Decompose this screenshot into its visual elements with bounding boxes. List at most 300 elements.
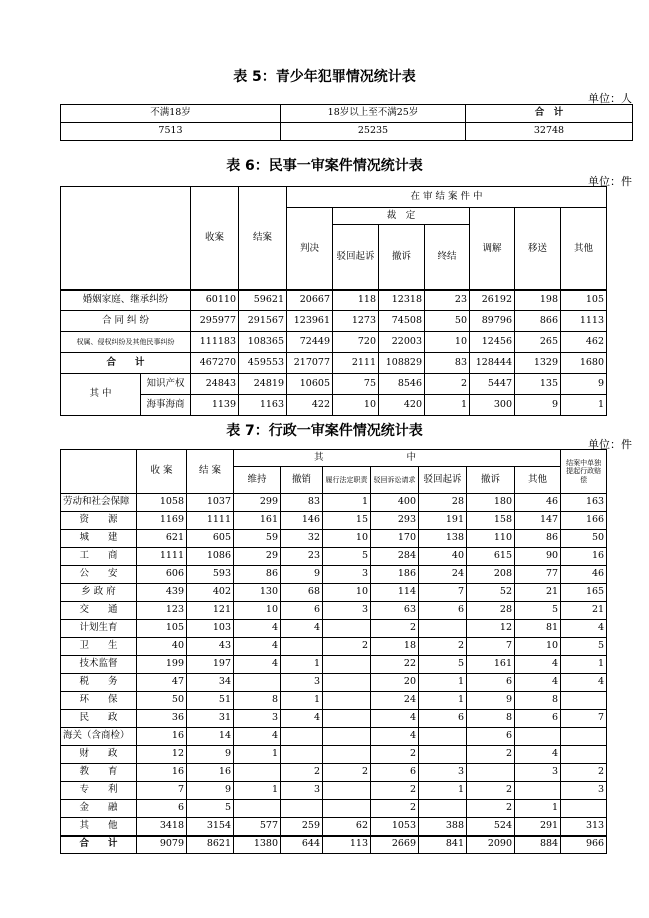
table7-header-weichi: 维持 bbox=[234, 467, 281, 494]
table-cell: 105 bbox=[137, 620, 187, 638]
table-cell: 59 bbox=[234, 530, 281, 548]
table5 bbox=[60, 104, 633, 141]
table7-header-lvxing: 履行法定职责 bbox=[323, 467, 371, 494]
table-cell: 10 bbox=[323, 584, 371, 602]
table-cell: 165 bbox=[561, 584, 607, 602]
table-cell: 113 bbox=[323, 836, 371, 854]
table6-header-yisong: 移送 bbox=[515, 208, 561, 290]
table-cell: 4 bbox=[371, 728, 419, 746]
table-cell: 123961 bbox=[287, 311, 333, 332]
table-row bbox=[61, 674, 607, 692]
table-cell: 265 bbox=[515, 332, 561, 353]
table-cell: 8621 bbox=[187, 836, 234, 854]
table-cell: 180 bbox=[467, 494, 515, 512]
table-cell bbox=[234, 764, 281, 782]
table-cell: 1273 bbox=[333, 311, 379, 332]
table-cell: 170 bbox=[371, 530, 419, 548]
table-cell: 577 bbox=[234, 818, 281, 836]
table-cell: 402 bbox=[187, 584, 234, 602]
qizhong-label: 其 中 bbox=[61, 374, 141, 416]
table5-header: 18岁以上至不满25岁 bbox=[281, 105, 466, 123]
table-cell: 5 bbox=[419, 656, 467, 674]
table7 bbox=[60, 449, 607, 854]
table-cell: 20667 bbox=[287, 290, 333, 311]
table-row bbox=[61, 353, 607, 374]
table-row bbox=[61, 836, 607, 854]
table-cell: 420 bbox=[379, 395, 425, 416]
table-cell: 2 bbox=[467, 746, 515, 764]
table-row bbox=[61, 656, 607, 674]
table-cell: 1053 bbox=[371, 818, 419, 836]
table-cell: 2 bbox=[323, 638, 371, 656]
table7-header-bohuiqisu: 驳回起诉 bbox=[419, 467, 467, 494]
row-label: 劳动和社会保障 bbox=[61, 494, 137, 512]
table7-header-shouan: 收 案 bbox=[137, 450, 187, 494]
table-cell: 135 bbox=[515, 374, 561, 395]
table-cell: 293 bbox=[371, 512, 419, 530]
table-cell bbox=[561, 692, 607, 710]
table-cell: 86 bbox=[234, 566, 281, 584]
table-cell: 2 bbox=[467, 800, 515, 818]
table-cell: 291 bbox=[515, 818, 561, 836]
table-cell: 198 bbox=[515, 290, 561, 311]
table-cell: 400 bbox=[371, 494, 419, 512]
table-cell: 121 bbox=[187, 602, 234, 620]
table-cell: 300 bbox=[470, 395, 515, 416]
table-cell: 9 bbox=[561, 374, 607, 395]
table-cell bbox=[323, 710, 371, 728]
table-cell: 6 bbox=[281, 602, 323, 620]
table-cell: 1111 bbox=[187, 512, 234, 530]
table-cell: 4 bbox=[234, 728, 281, 746]
table-cell: 4 bbox=[561, 674, 607, 692]
row-label: 公 安 bbox=[61, 566, 137, 584]
table-cell: 83 bbox=[425, 353, 470, 374]
row-label: 海关（含商检） bbox=[61, 728, 137, 746]
table-row bbox=[61, 818, 607, 836]
table-cell: 1086 bbox=[187, 548, 234, 566]
table-cell: 1113 bbox=[561, 311, 607, 332]
table-cell: 24819 bbox=[239, 374, 287, 395]
table-cell: 15 bbox=[323, 512, 371, 530]
table-cell: 83 bbox=[281, 494, 323, 512]
table-cell: 138 bbox=[419, 530, 467, 548]
table-row bbox=[61, 764, 607, 782]
table-cell: 24 bbox=[371, 692, 419, 710]
table7-header-chesu: 撤诉 bbox=[467, 467, 515, 494]
table-cell: 1 bbox=[419, 782, 467, 800]
table-cell: 6 bbox=[467, 674, 515, 692]
table-cell: 36 bbox=[137, 710, 187, 728]
table-cell: 10 bbox=[234, 602, 281, 620]
table-cell: 459553 bbox=[239, 353, 287, 374]
table-cell bbox=[323, 746, 371, 764]
table-cell: 28 bbox=[419, 494, 467, 512]
table5-header: 不满18岁 bbox=[61, 105, 281, 123]
table5-cell: 7513 bbox=[61, 123, 281, 141]
table-cell: 284 bbox=[371, 548, 419, 566]
table-cell: 1 bbox=[419, 692, 467, 710]
table-cell: 50 bbox=[137, 692, 187, 710]
table-cell: 4 bbox=[371, 710, 419, 728]
table-cell: 524 bbox=[467, 818, 515, 836]
table-cell: 3 bbox=[234, 710, 281, 728]
table6-header-caiding: 裁 定 bbox=[333, 208, 470, 225]
table-cell: 5 bbox=[561, 638, 607, 656]
table-cell: 720 bbox=[333, 332, 379, 353]
table-cell: 3418 bbox=[137, 818, 187, 836]
table6-header-group: 在 审 结 案 件 中 bbox=[287, 187, 607, 208]
table6-title: 表 6：民事一审案件情况统计表 bbox=[226, 158, 423, 174]
table-cell bbox=[281, 638, 323, 656]
table-cell: 63 bbox=[371, 602, 419, 620]
table-cell: 2090 bbox=[467, 836, 515, 854]
table6-header-jiean: 结案 bbox=[239, 187, 287, 290]
table-cell: 7 bbox=[561, 710, 607, 728]
table-cell: 1 bbox=[419, 674, 467, 692]
table5-header: 合 计 bbox=[466, 105, 633, 123]
table-cell: 158 bbox=[467, 512, 515, 530]
table-row bbox=[61, 530, 607, 548]
table-cell: 7 bbox=[467, 638, 515, 656]
table-cell: 23 bbox=[281, 548, 323, 566]
table6-header-chesu: 撤诉 bbox=[379, 225, 425, 290]
table-cell: 191 bbox=[419, 512, 467, 530]
table-cell: 28 bbox=[467, 602, 515, 620]
table6 bbox=[60, 186, 607, 416]
row-label: 技术监督 bbox=[61, 656, 137, 674]
table6-corner bbox=[61, 187, 191, 290]
row-label: 婚姻家庭、继承纠纷 bbox=[61, 290, 191, 311]
table-cell: 22003 bbox=[379, 332, 425, 353]
table-cell: 1 bbox=[323, 494, 371, 512]
table-cell: 3 bbox=[419, 764, 467, 782]
table-cell: 21 bbox=[561, 602, 607, 620]
table-cell: 43 bbox=[187, 638, 234, 656]
table7-header-qi: 其 bbox=[314, 451, 324, 463]
table-row bbox=[61, 332, 607, 353]
table-cell: 605 bbox=[187, 530, 234, 548]
table-cell: 46 bbox=[561, 566, 607, 584]
table-cell: 62 bbox=[323, 818, 371, 836]
table-cell: 5 bbox=[323, 548, 371, 566]
table-row bbox=[61, 710, 607, 728]
row-label: 工 商 bbox=[61, 548, 137, 566]
table-cell: 615 bbox=[467, 548, 515, 566]
table-cell: 59621 bbox=[239, 290, 287, 311]
table-cell: 1 bbox=[234, 746, 281, 764]
table-cell: 77 bbox=[515, 566, 561, 584]
table-cell: 217077 bbox=[287, 353, 333, 374]
row-label: 财 政 bbox=[61, 746, 137, 764]
table-cell: 81 bbox=[515, 620, 561, 638]
table-cell bbox=[561, 800, 607, 818]
table7-corner bbox=[61, 450, 137, 494]
table-cell: 259 bbox=[281, 818, 323, 836]
table6-header-zhongjie: 终结 bbox=[425, 225, 470, 290]
table-cell: 128444 bbox=[470, 353, 515, 374]
row-label: 卫 生 bbox=[61, 638, 137, 656]
table-cell: 291567 bbox=[239, 311, 287, 332]
table-cell: 1 bbox=[561, 395, 607, 416]
row-label: 合 同 纠 纷 bbox=[61, 311, 191, 332]
table-cell: 14 bbox=[187, 728, 234, 746]
table-cell: 199 bbox=[137, 656, 187, 674]
table-row bbox=[61, 692, 607, 710]
table-cell: 24 bbox=[419, 566, 467, 584]
table-cell bbox=[419, 800, 467, 818]
table-cell: 593 bbox=[187, 566, 234, 584]
table-cell: 118 bbox=[333, 290, 379, 311]
table-cell: 2 bbox=[561, 764, 607, 782]
table-cell bbox=[515, 728, 561, 746]
table-cell: 1 bbox=[561, 656, 607, 674]
table-cell: 295977 bbox=[191, 311, 239, 332]
table-cell: 10605 bbox=[287, 374, 333, 395]
table-cell: 9 bbox=[281, 566, 323, 584]
table-cell: 22 bbox=[371, 656, 419, 674]
row-label: 合 计 bbox=[61, 836, 137, 854]
table-cell: 6 bbox=[515, 710, 561, 728]
table-cell: 34 bbox=[187, 674, 234, 692]
table-cell bbox=[419, 728, 467, 746]
table-cell: 841 bbox=[419, 836, 467, 854]
row-label: 资 源 bbox=[61, 512, 137, 530]
table-cell: 4 bbox=[561, 620, 607, 638]
row-label: 环 保 bbox=[61, 692, 137, 710]
table6-header-shouan: 收案 bbox=[191, 187, 239, 290]
table-cell: 7 bbox=[137, 782, 187, 800]
table-cell bbox=[281, 746, 323, 764]
table-cell: 18 bbox=[371, 638, 419, 656]
table-cell: 16 bbox=[137, 764, 187, 782]
table-cell: 4 bbox=[234, 620, 281, 638]
table5-cell: 32748 bbox=[466, 123, 633, 141]
table-cell: 2 bbox=[425, 374, 470, 395]
table-cell: 12456 bbox=[470, 332, 515, 353]
table7-header-qita: 其他 bbox=[515, 467, 561, 494]
table-cell: 12 bbox=[137, 746, 187, 764]
table-cell: 12318 bbox=[379, 290, 425, 311]
table7-header-group bbox=[234, 450, 561, 467]
table-cell: 161 bbox=[234, 512, 281, 530]
row-label: 金 融 bbox=[61, 800, 137, 818]
row-label: 知识产权 bbox=[141, 374, 191, 395]
table-cell: 40 bbox=[419, 548, 467, 566]
table-cell: 4 bbox=[281, 710, 323, 728]
table-cell: 4 bbox=[515, 746, 561, 764]
table-cell: 3 bbox=[281, 782, 323, 800]
table-row bbox=[61, 374, 607, 395]
table-cell: 72449 bbox=[287, 332, 333, 353]
table-cell bbox=[467, 764, 515, 782]
table-cell: 29 bbox=[234, 548, 281, 566]
table-cell: 2669 bbox=[371, 836, 419, 854]
table-cell: 75 bbox=[333, 374, 379, 395]
table-cell: 9 bbox=[515, 395, 561, 416]
table-cell: 644 bbox=[281, 836, 323, 854]
table-row bbox=[61, 800, 607, 818]
table7-header-jiean: 结 案 bbox=[187, 450, 234, 494]
row-label: 教 育 bbox=[61, 764, 137, 782]
table-cell: 1169 bbox=[137, 512, 187, 530]
table-cell: 208 bbox=[467, 566, 515, 584]
table-cell: 52 bbox=[467, 584, 515, 602]
table-cell: 90 bbox=[515, 548, 561, 566]
row-label: 专 利 bbox=[61, 782, 137, 800]
table-cell bbox=[281, 800, 323, 818]
table-cell bbox=[561, 728, 607, 746]
table-cell: 299 bbox=[234, 494, 281, 512]
table-cell bbox=[323, 728, 371, 746]
table-cell: 74508 bbox=[379, 311, 425, 332]
table-cell: 1380 bbox=[234, 836, 281, 854]
table-cell: 20 bbox=[371, 674, 419, 692]
table-row bbox=[61, 395, 607, 416]
table-cell: 1111 bbox=[137, 548, 187, 566]
table-cell: 1 bbox=[281, 692, 323, 710]
table-cell: 9 bbox=[467, 692, 515, 710]
table-cell bbox=[323, 782, 371, 800]
table7-header-zhong: 中 bbox=[406, 451, 417, 463]
table-cell: 16 bbox=[561, 548, 607, 566]
table-cell: 1 bbox=[515, 800, 561, 818]
table-cell: 12 bbox=[467, 620, 515, 638]
table-cell: 313 bbox=[561, 818, 607, 836]
table-cell: 7 bbox=[419, 584, 467, 602]
table-cell bbox=[323, 692, 371, 710]
table-cell: 2 bbox=[467, 782, 515, 800]
table-cell: 1037 bbox=[187, 494, 234, 512]
table-cell: 2 bbox=[371, 746, 419, 764]
table-cell bbox=[323, 674, 371, 692]
table-row bbox=[61, 620, 607, 638]
table-cell: 24843 bbox=[191, 374, 239, 395]
table-cell: 68 bbox=[281, 584, 323, 602]
table-cell: 439 bbox=[137, 584, 187, 602]
table-cell: 26192 bbox=[470, 290, 515, 311]
table5-title: 表 5：青少年犯罪情况统计表 bbox=[233, 69, 416, 85]
table-cell: 1 bbox=[234, 782, 281, 800]
table-cell bbox=[515, 782, 561, 800]
table-cell: 21 bbox=[515, 584, 561, 602]
table-cell: 2 bbox=[323, 764, 371, 782]
table-cell bbox=[561, 746, 607, 764]
table-cell: 161 bbox=[467, 656, 515, 674]
row-label: 城 建 bbox=[61, 530, 137, 548]
table-cell: 5 bbox=[515, 602, 561, 620]
table-cell: 186 bbox=[371, 566, 419, 584]
row-label: 其 他 bbox=[61, 818, 137, 836]
table-cell: 8546 bbox=[379, 374, 425, 395]
table-cell: 105 bbox=[561, 290, 607, 311]
table-cell: 23 bbox=[425, 290, 470, 311]
table-cell: 163 bbox=[561, 494, 607, 512]
table-cell: 4 bbox=[234, 656, 281, 674]
table6-header-qita: 其他 bbox=[561, 208, 607, 290]
table-cell bbox=[323, 800, 371, 818]
table7-header-chexiao: 撤销 bbox=[281, 467, 323, 494]
table6-header-panjue: 判决 bbox=[287, 208, 333, 290]
table-cell: 866 bbox=[515, 311, 561, 332]
table-cell: 2 bbox=[281, 764, 323, 782]
table-cell: 1139 bbox=[191, 395, 239, 416]
table-cell: 621 bbox=[137, 530, 187, 548]
table-cell: 108829 bbox=[379, 353, 425, 374]
table-cell: 1058 bbox=[137, 494, 187, 512]
table-cell: 3 bbox=[561, 782, 607, 800]
table6-header-tiaojie: 调解 bbox=[470, 208, 515, 290]
table-cell: 16 bbox=[137, 728, 187, 746]
table-cell: 32 bbox=[281, 530, 323, 548]
table-cell: 114 bbox=[371, 584, 419, 602]
table-cell bbox=[323, 656, 371, 674]
table-cell: 10 bbox=[515, 638, 561, 656]
table-cell: 130 bbox=[234, 584, 281, 602]
table-cell: 462 bbox=[561, 332, 607, 353]
table-cell: 3 bbox=[281, 674, 323, 692]
table7-unit: 单位：件 bbox=[588, 438, 632, 451]
table-cell: 123 bbox=[137, 602, 187, 620]
table-cell: 6 bbox=[419, 602, 467, 620]
table-cell: 9 bbox=[187, 782, 234, 800]
table-cell: 16 bbox=[187, 764, 234, 782]
table-cell: 3 bbox=[515, 764, 561, 782]
table-cell: 50 bbox=[561, 530, 607, 548]
table-cell: 8 bbox=[467, 710, 515, 728]
table-cell: 422 bbox=[287, 395, 333, 416]
table-cell: 108365 bbox=[239, 332, 287, 353]
table-cell: 9079 bbox=[137, 836, 187, 854]
table6-unit: 单位：件 bbox=[588, 175, 632, 188]
table-row bbox=[61, 602, 607, 620]
table-cell: 31 bbox=[187, 710, 234, 728]
table-cell: 2 bbox=[419, 638, 467, 656]
table-cell: 5447 bbox=[470, 374, 515, 395]
table-cell: 6 bbox=[467, 728, 515, 746]
table5-cell: 25235 bbox=[281, 123, 466, 141]
table-cell: 606 bbox=[137, 566, 187, 584]
row-label: 税 务 bbox=[61, 674, 137, 692]
table-cell: 103 bbox=[187, 620, 234, 638]
table-cell bbox=[234, 674, 281, 692]
table-cell: 4 bbox=[281, 620, 323, 638]
table-row bbox=[61, 494, 607, 512]
table-cell: 50 bbox=[425, 311, 470, 332]
table-cell: 2 bbox=[371, 800, 419, 818]
table-cell: 47 bbox=[137, 674, 187, 692]
table-cell: 10 bbox=[425, 332, 470, 353]
table-row bbox=[61, 290, 607, 311]
row-label: 乡 政 府 bbox=[61, 584, 137, 602]
table-cell: 4 bbox=[515, 656, 561, 674]
row-label: 交 通 bbox=[61, 602, 137, 620]
table7-header-bohuisusong: 驳回诉讼请求 bbox=[371, 467, 419, 494]
table-cell: 388 bbox=[419, 818, 467, 836]
table-row bbox=[61, 512, 607, 530]
row-label: 合 计 bbox=[61, 353, 191, 374]
table-cell: 966 bbox=[561, 836, 607, 854]
table-cell: 51 bbox=[187, 692, 234, 710]
table-cell: 46 bbox=[515, 494, 561, 512]
table-cell: 2111 bbox=[333, 353, 379, 374]
table-cell: 166 bbox=[561, 512, 607, 530]
table-cell: 10 bbox=[323, 530, 371, 548]
table-cell bbox=[419, 746, 467, 764]
table-cell: 8 bbox=[234, 692, 281, 710]
table-row bbox=[61, 566, 607, 584]
table-cell: 3154 bbox=[187, 818, 234, 836]
